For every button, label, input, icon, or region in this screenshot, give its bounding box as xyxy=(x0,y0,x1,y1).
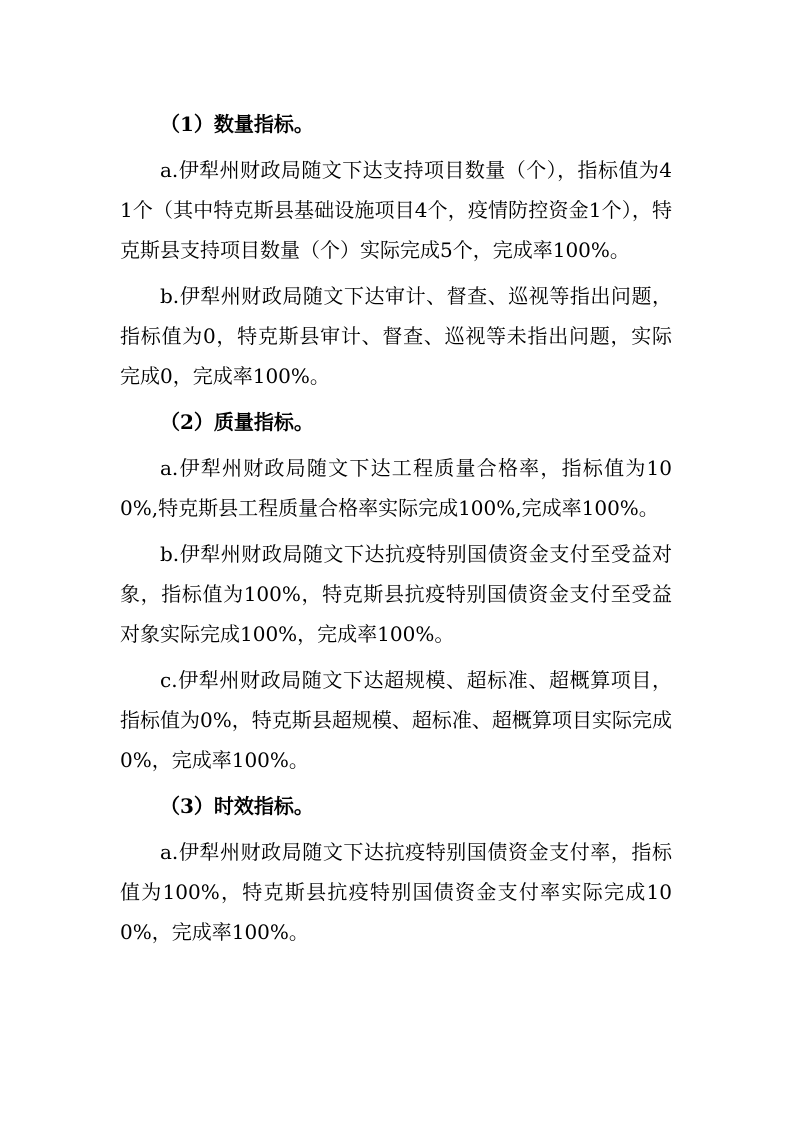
paragraph-quality-a: a.伊犁州财政局随文下达工程质量合格率，指标值为100%,特克斯县工程质量合格率实际完成100%,完成率100%。 xyxy=(120,456,672,520)
section-heading-timeliness: （3）时效指标。 xyxy=(160,794,314,818)
paragraph-quality-b: b.伊犁州财政局随文下达抗疫特别国债资金支付至受益对象，指标值为100%，特克斯县抗疫特别国债资金支付至受益对象实际完成100%，完成率100%。 xyxy=(120,542,672,646)
section-heading-quality: （2）质量指标。 xyxy=(160,410,314,434)
paragraph-quantity-a: a.伊犁州财政局随文下达支持项目数量（个），指标值为41个（其中特克斯县基础设施项目4个，疫情防控资金1个），特克斯县支持项目数量（个）实际完成5个，完成率100%。 xyxy=(120,158,672,262)
paragraph-quantity-b: b.伊犁州财政局随文下达审计、督查、巡视等指出问题，指标值为0，特克斯县审计、督查、巡视等未指出问题，实际完成0，完成率100%。 xyxy=(120,284,672,388)
document-body xyxy=(120,104,672,958)
paragraph-timeliness-a: a.伊犁州财政局随文下达抗疫特别国债资金支付率，指标值为100%，特克斯县抗疫特别国债资金支付率实际完成100%，完成率100%。 xyxy=(120,840,672,944)
paragraph-quality-c: c.伊犁州财政局随文下达超规模、超标准、超概算项目，指标值为0%，特克斯县超规模、超标准、超概算项目实际完成0%，完成率100%。 xyxy=(120,668,672,772)
section-heading-quantity: （1）数量指标。 xyxy=(160,112,314,136)
